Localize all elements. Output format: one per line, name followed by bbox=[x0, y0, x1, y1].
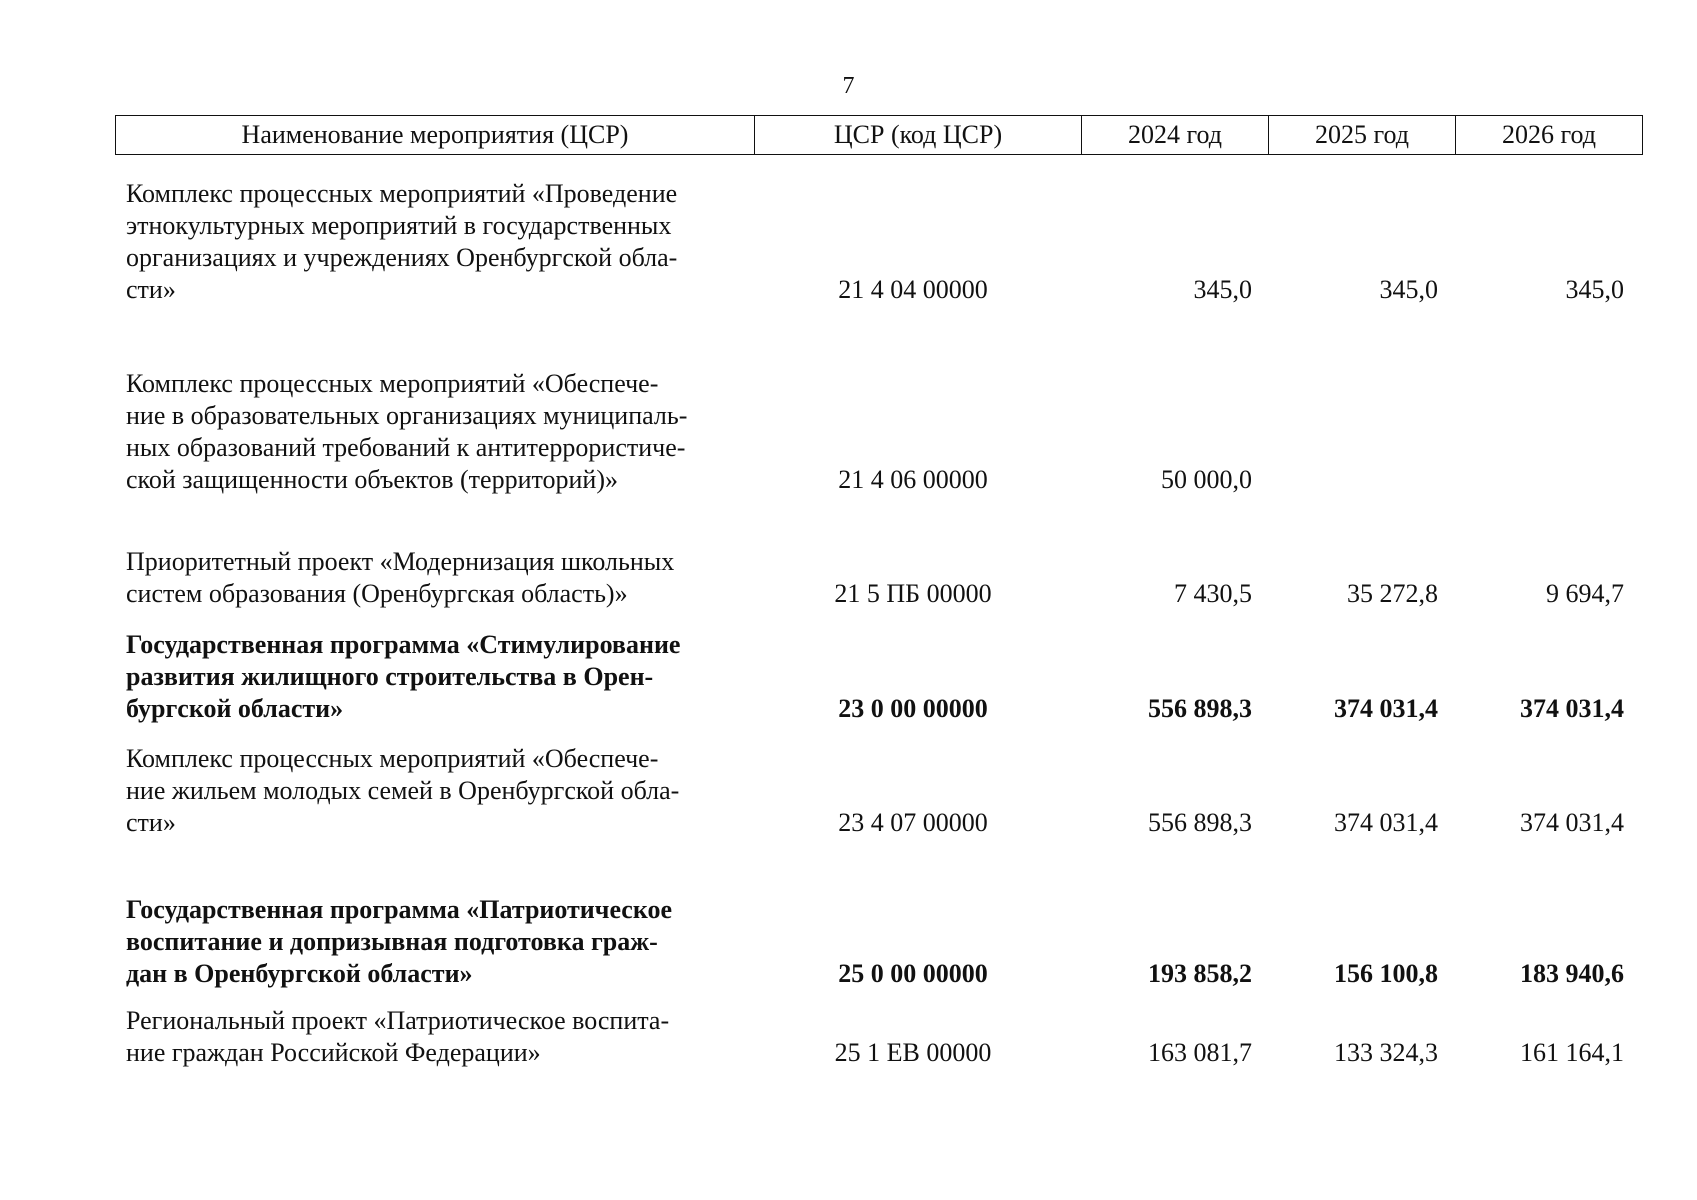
row-name bbox=[126, 178, 746, 306]
row-name-line: сти» bbox=[126, 808, 176, 837]
row-code: 21 5 ПБ 00000 bbox=[834, 579, 992, 608]
header-name: Наименование мероприятия (ЦСР) bbox=[116, 116, 755, 155]
table-row bbox=[0, 629, 1697, 725]
row-name-line: Государственная программа «Стимулирование bbox=[126, 630, 681, 659]
row-name-line: Комплекс процессных мероприятий «Обеспече- bbox=[126, 369, 659, 398]
row-name-line: дан в Оренбургской области» bbox=[126, 959, 473, 988]
row-name-line: ние граждан Российской Федерации» bbox=[126, 1038, 541, 1067]
row-value-2024: 345,0 bbox=[1193, 275, 1252, 304]
row-name-line: сти» bbox=[126, 275, 176, 304]
row-value-2026: 9 694,7 bbox=[1546, 579, 1624, 608]
row-value-2024: 163 081,7 bbox=[1148, 1038, 1252, 1067]
header-2025: 2025 год bbox=[1269, 116, 1456, 155]
row-name-line: Комплекс процессных мероприятий «Проведение bbox=[126, 179, 678, 208]
row-code: 25 1 ЕВ 00000 bbox=[834, 1038, 992, 1067]
table-row bbox=[0, 1005, 1697, 1069]
table-row bbox=[0, 178, 1697, 306]
row-name-line: ской защищенности объектов (территорий)» bbox=[126, 465, 618, 494]
page-number: 7 bbox=[842, 73, 855, 99]
row-name-line: воспитание и допризывная подготовка граж- bbox=[126, 927, 658, 956]
row-value-2026: 374 031,4 bbox=[1520, 808, 1624, 837]
row-name-line: этнокультурных мероприятий в государственных bbox=[126, 211, 672, 240]
header-2024: 2024 год bbox=[1082, 116, 1269, 155]
table-header bbox=[115, 115, 1643, 155]
row-value-2026: 345,0 bbox=[1565, 275, 1624, 304]
row-value-2026: 374 031,4 bbox=[1520, 694, 1624, 723]
table-row bbox=[0, 368, 1697, 496]
row-name-line: ных образований требований к антитеррористиче- bbox=[126, 433, 686, 462]
row-value-2025: 156 100,8 bbox=[1334, 959, 1438, 988]
row-name-line: ние жильем молодых семей в Оренбургской обла- bbox=[126, 776, 680, 805]
row-name bbox=[126, 629, 746, 725]
row-name-line: Приоритетный проект «Модернизация школьных bbox=[126, 547, 675, 576]
row-name bbox=[126, 743, 746, 839]
row-value-2026: 183 940,6 bbox=[1520, 959, 1624, 988]
row-value-2024: 7 430,5 bbox=[1174, 579, 1252, 608]
row-name bbox=[126, 1005, 746, 1069]
row-name bbox=[126, 894, 746, 990]
row-value-2025: 345,0 bbox=[1379, 275, 1438, 304]
row-value-2025: 133 324,3 bbox=[1334, 1038, 1438, 1067]
row-name-line: систем образования (Оренбургская область)» bbox=[126, 579, 628, 608]
header-row bbox=[116, 116, 1643, 155]
row-code: 21 4 06 00000 bbox=[838, 465, 988, 494]
row-name bbox=[126, 368, 746, 496]
row-name-line: бургской области» bbox=[126, 694, 344, 723]
row-name bbox=[126, 546, 746, 610]
row-name-line: развития жилищного строительства в Орен- bbox=[126, 662, 654, 691]
row-name-line: Региональный проект «Патриотическое воспита- bbox=[126, 1006, 670, 1035]
row-name-line: Государственная программа «Патриотическое bbox=[126, 895, 673, 924]
row-name-line: организациях и учреждениях Оренбургской обла- bbox=[126, 243, 678, 272]
row-code: 23 0 00 00000 bbox=[838, 694, 988, 723]
row-code: 21 4 04 00000 bbox=[838, 275, 988, 304]
table-row bbox=[0, 546, 1697, 610]
row-value-2024: 556 898,3 bbox=[1148, 694, 1252, 723]
row-value-2025: 374 031,4 bbox=[1334, 694, 1438, 723]
table-row bbox=[0, 894, 1697, 990]
row-value-2024: 193 858,2 bbox=[1148, 959, 1252, 988]
row-code: 23 4 07 00000 bbox=[838, 808, 988, 837]
header-code: ЦСР (код ЦСР) bbox=[755, 116, 1082, 155]
row-value-2025: 374 031,4 bbox=[1334, 808, 1438, 837]
header-2026: 2026 год bbox=[1456, 116, 1643, 155]
row-code: 25 0 00 00000 bbox=[838, 959, 988, 988]
row-value-2024: 50 000,0 bbox=[1161, 465, 1252, 494]
row-value-2026: 161 164,1 bbox=[1520, 1038, 1624, 1067]
row-value-2025: 35 272,8 bbox=[1347, 579, 1438, 608]
row-name-line: Комплекс процессных мероприятий «Обеспече- bbox=[126, 744, 659, 773]
table-row bbox=[0, 743, 1697, 839]
row-name-line: ние в образовательных организациях муниципаль- bbox=[126, 401, 688, 430]
row-value-2024: 556 898,3 bbox=[1148, 808, 1252, 837]
